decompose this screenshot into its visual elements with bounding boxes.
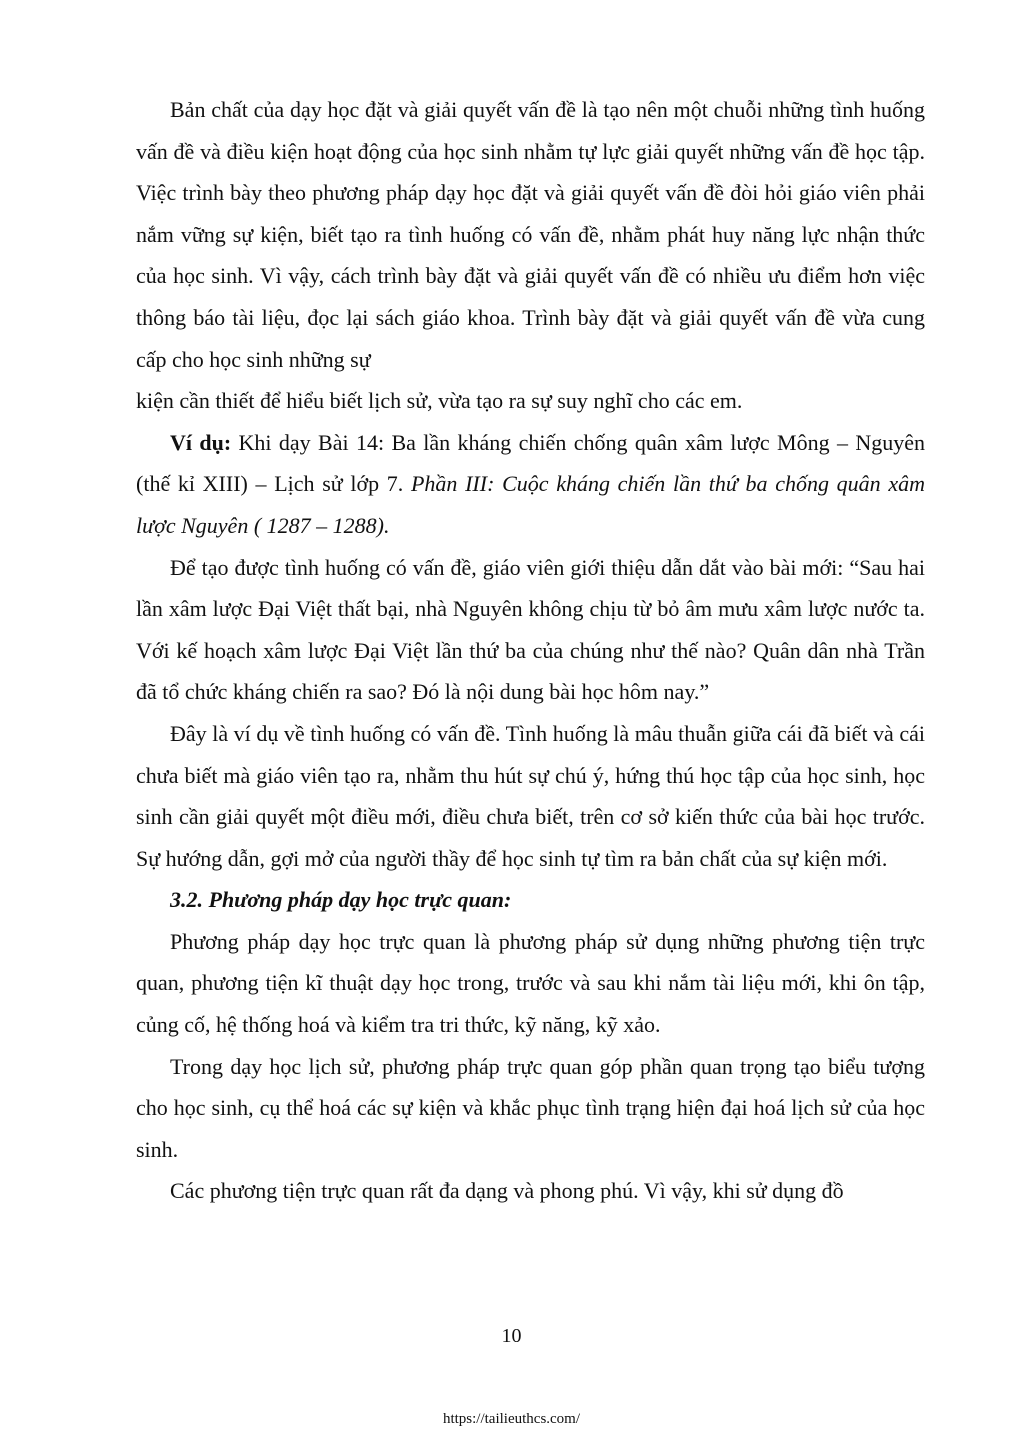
paragraph-example <box>136 422 925 547</box>
example-label: Ví dụ: <box>170 429 232 455</box>
paragraph-problem-solving-essence: Bản chất của dạy học đặt và giải quyết vấn đề là tạo nên một chuỗi những tình huống vấn đề và điều kiện hoạt động của học sinh nhằm tự lực giải quyết những vấn đề học tập. Việc trình bày theo phương pháp dạy học đặt và giải quyết vấn đề đòi hỏi giáo viên phải nắm vững sự kiện, biết tạo ra tình huống có vấn đề, nhằm phát huy năng lực nhận thức của học sinh. Vì vậy, cách trình bày đặt và giải quyết vấn đề có nhiều ưu điểm hơn việc thông báo tài liệu, đọc lại sách giáo khoa. Trình bày đặt và giải quyết vấn đề vừa cung cấp cho học sinh những sự <box>136 97 925 372</box>
example-italic: Phần III: Cuộc kháng chiến lần thứ ba chống quân xâm lược Nguyên ( 1287 – 1288). <box>136 471 925 538</box>
footer-url[interactable]: https://tailieuthcs.com/ <box>442 1411 581 1427</box>
paragraph-problem-solving-continued: kiện cần thiết để hiểu biết lịch sử, vừa tạo ra sự suy nghĩ cho các em. <box>136 388 743 414</box>
body-text <box>136 89 925 1212</box>
section-heading: 3.2. Phương pháp dạy học trực quan: <box>170 887 512 913</box>
example-text: Khi dạy Bài 14: Ba lần kháng chiến chống quân xâm lược Mông – Nguyên (thế kỉ XIII) – Lịch sử lớp 7. <box>136 429 925 497</box>
paragraph-history-teaching: Trong dạy học lịch sử, phương pháp trực quan góp phần quan trọng tạo biểu tượng cho học sinh, cụ thể hoá các sự kiện và khắc phục tình trạng hiện đại hoá lịch sử của học sinh. <box>136 1053 925 1162</box>
paragraph-introduction: Để tạo được tình huống có vấn đề, giáo viên giới thiệu dẫn dắt vào bài mới: “Sau hai lần xâm lược Đại Việt thất bại, nhà Nguyên không chịu từ bỏ âm mưu xâm lược nước ta. Với kế hoạch xâm lược Đại Việt lần thứ ba của chúng như thế nào? Quân dân nhà Trần đã tổ chức kháng chiến ra sao? Đó là nội dung bài học hôm nay.” <box>136 554 925 705</box>
paragraph-visual-method: Phương pháp dạy học trực quan là phương pháp sử dụng những phương tiện trực quan, phương tiện kĩ thuật dạy học trong, trước và sau khi nắm tài liệu mới, khi ôn tập, củng cố, hệ thống hoá và kiểm tra tri thức, kỹ năng, kỹ xảo. <box>136 928 925 1038</box>
paragraph-visual-aids: Các phương tiện trực quan rất đa dạng và phong phú. Vì vậy, khi sử dụng đồ <box>170 1178 844 1204</box>
paragraph-problem-situation: Đây là ví dụ về tình huống có vấn đề. Tình huống là mâu thuẫn giữa cái đã biết và cái chưa biết mà giáo viên tạo ra, nhằm thu hút sự chú ý, hứng thú học tập của học sinh, học sinh cần giải quyết một điều mới, điều chưa biết, trên cơ sở kiến thức của bài học trước. Sự hướng dẫn, gợi mở của người thầy để học sinh tự tìm ra bản chất của sự kiện mới. <box>136 720 925 871</box>
page-number: 10 <box>501 1325 522 1347</box>
